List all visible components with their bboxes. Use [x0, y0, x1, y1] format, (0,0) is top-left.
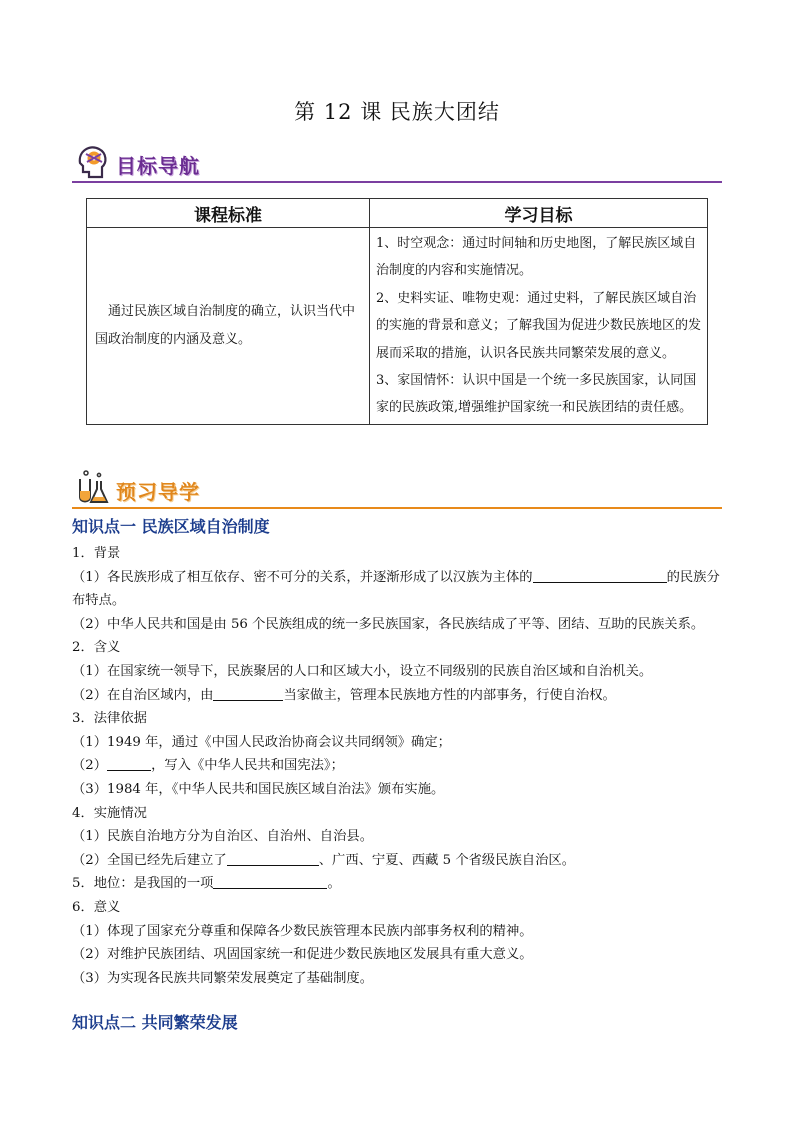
paragraph: （2）对维护民族团结、巩固国家统一和促进少数民族地区发展具有重大意义。	[72, 947, 533, 963]
standards-table	[86, 198, 708, 425]
paragraph: 5．地位：是我国的一项 。	[72, 872, 724, 896]
brain-gear-icon	[72, 141, 112, 181]
knowledge-content	[72, 512, 724, 1038]
table-header-standard: 课程标准	[87, 199, 370, 228]
paragraph: （1）体现了国家充分尊重和保障各少数民族管理本民族内部事务权利的精神。	[72, 923, 533, 939]
paragraph: （1）民族自治地方分为自治区、自治州、自治县。	[72, 829, 373, 845]
lab-flask-icon	[72, 467, 112, 507]
paragraph: （3）1984 年，《中华人民共和国民族区域自治法》颁布实施。	[72, 781, 445, 797]
goal-item: 2、史料实证、唯物史观：通过史料，了解民族区域自治的实施的背景和意义；了解我国为促进少数民族地区的发展而采取的措施，认识各民族共同繁荣发展的意义。	[376, 290, 702, 361]
section-label: 目标导航	[116, 154, 200, 178]
paragraph: （2）在自治区域内，由 当家做主，管理本民族地方性的内部事务，行使自治权。	[72, 684, 724, 708]
section-header-preview	[72, 465, 722, 509]
section-heading: 2．含义	[72, 640, 121, 656]
section-rule	[72, 507, 722, 509]
knowledge-point-title: 知识点一 民族区域自治制度	[72, 517, 270, 536]
section-label: 预习导学	[116, 480, 200, 504]
paragraph: （1）在国家统一领导下，民族聚居的人口和区域大小，设立不同级别的民族自治区域和自治机关。	[72, 663, 653, 679]
goals-cell	[370, 228, 708, 425]
goal-item: 1、时空观念：通过时间轴和历史地图，了解民族区域自治制度的内容和实施情况。	[376, 236, 697, 279]
fill-blank[interactable]	[213, 685, 283, 701]
paragraph: （2） ，写入《中华人民共和国宪法》；	[72, 754, 724, 778]
table-header-goals: 学习目标	[370, 199, 708, 228]
fill-blank[interactable]	[107, 755, 151, 771]
paragraph: （3）为实现各民族共同繁荣发展奠定了基础制度。	[72, 970, 373, 986]
section-header-goals	[72, 139, 722, 183]
section-heading: 1．背景	[72, 546, 121, 561]
section-heading: 6．意义	[72, 899, 121, 915]
goal-item: 3、家国情怀：认识中国是一个统一多民族国家，认同国家的民族政策,增强维护国家统一和民族团结的责任感。	[376, 373, 697, 416]
fill-blank[interactable]	[533, 567, 667, 583]
paragraph: （1）1949 年，通过《中国人民政治协商会议共同纲领》确定；	[72, 734, 451, 750]
page-title: 第 12 课 民族大团结	[294, 100, 500, 124]
section-heading: 4．实施情况	[72, 805, 147, 821]
paragraph: （2）全国已经先后建立了 、广西、宁夏、西藏 5 个省级民族自治区。	[72, 849, 724, 873]
paragraph: （1）各民族形成了相互依存、密不可分的关系，并逐渐形成了以汉族为主体的 的民族分布特点。	[72, 566, 724, 613]
standard-cell: 通过民族区域自治制度的确立，认识当代中国政治制度的内涵及意义。	[87, 228, 370, 425]
paragraph: （2）中华人民共和国是由 56 个民族组成的统一多民族国家，各民族结成了平等、团结、互助的民族关系。	[72, 616, 705, 632]
fill-blank[interactable]	[213, 873, 327, 889]
knowledge-point-title: 知识点二 共同繁荣发展	[72, 1013, 238, 1033]
section-heading: 3．法律依据	[72, 711, 147, 727]
fill-blank[interactable]	[227, 850, 319, 866]
section-rule	[72, 181, 722, 183]
